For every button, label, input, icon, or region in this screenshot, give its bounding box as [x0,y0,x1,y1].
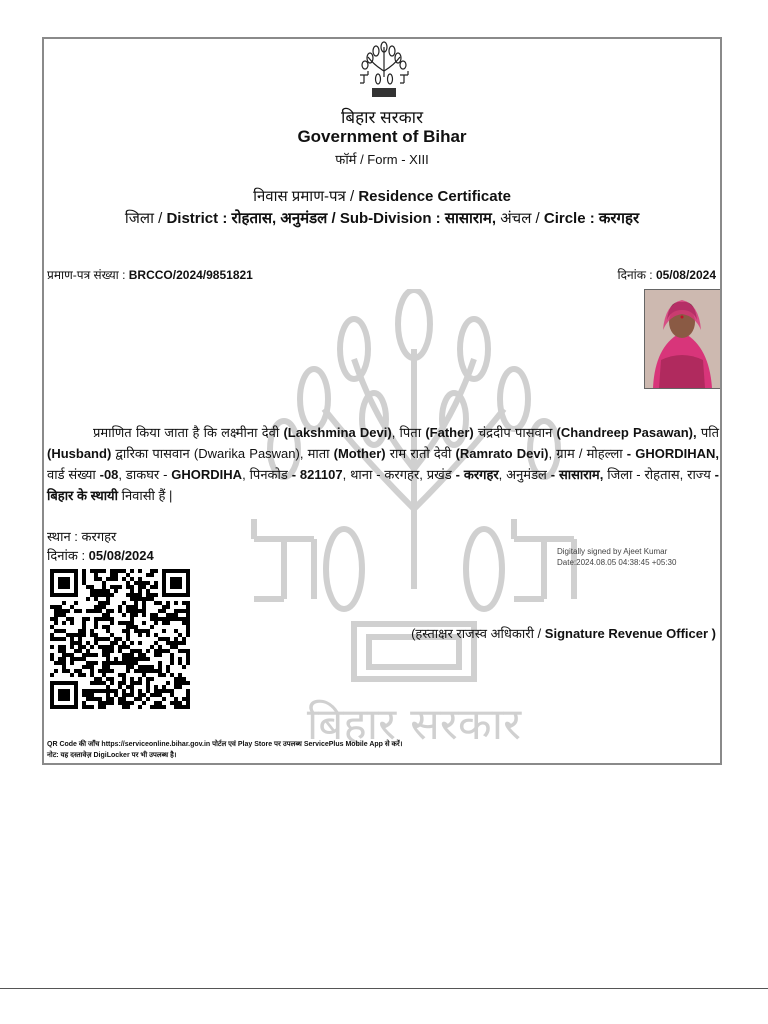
body-text-24: - सासाराम, [550,467,604,482]
certificate-body [47,422,719,506]
body-text-13: , ग्राम / मोहल्ला [548,446,627,461]
district-label: जिला / [124,210,167,227]
bihar-emblem-icon [356,41,412,99]
bihar-emblem-watermark [244,289,584,759]
government-title-hindi: बिहार सरकार [340,108,424,127]
qr-verification-note: QR Code की जाँच https://serviceonline.bihar.gov.in पोर्टल एवं Play Store पर उपलब्ध ServicePlus Mobile App से करें। [47,741,403,748]
body-text-6: (Chandreep Pasawan), [556,425,697,440]
government-title-english: Government of Bihar [297,127,467,146]
issue-date [617,266,716,283]
circle-label: अंचल / [500,210,544,227]
body-text-1: प्रमाणित किया जाता है कि लक्ष्मीना देवी [93,425,284,440]
digital-signature-signer: Digitally signed by Ajeet Kumar [557,547,668,556]
body-text-10: (Mother) [333,446,386,461]
body-text-22: - करगहर [455,467,499,482]
certificate-frame [42,37,722,765]
body-text-23: , अनुमंडल [498,467,551,482]
footer-date-label: दिनांक : [47,548,89,563]
body-text-11: राम रातो देवी [385,446,456,461]
body-text-26: - बिहार के स्थायी [47,467,720,503]
page-bottom-rule [0,988,768,989]
place-label: स्थान : [47,529,82,544]
certificate-number-label: प्रमाण-पत्र संख्या : [47,268,129,282]
issue-date-label: दिनांक : [617,268,656,282]
certificate-title [44,186,720,206]
body-text-20: - 821107 [291,467,343,482]
certificate-number-value: BRCCO/2024/9851821 [128,268,253,282]
body-text-27: निवासी हैं | [117,488,173,503]
body-text-18: GHORDIHA [171,467,243,482]
digital-signature [557,546,676,568]
district-line [44,208,720,228]
footer-date [47,546,154,564]
form-label: फॉर्म / Form - XIII [335,152,429,167]
body-text-7: पति [696,425,719,440]
watermark-text: बिहार सरकार [306,699,522,750]
certificate-title-english: Residence Certificate [358,188,511,205]
body-text-2: (Lakshmina Devi) [283,425,392,440]
signature-officer-english: Signature Revenue Officer ) [544,626,716,641]
issue-date-value: 05/08/2024 [655,268,716,282]
body-text-9: द्वारिका पासवान (Dwarika Paswan), माता [111,446,334,461]
place-value: करगहर [81,529,117,544]
place [47,527,116,545]
body-text-19: , पिनकोड [242,467,292,482]
footer-date-value: 05/08/2024 [88,548,154,563]
body-text-17: , डाकघर - [118,467,172,482]
applicant-portrait-icon [645,290,720,388]
body-text-16: -08 [99,467,119,482]
certificate-title-hindi: निवास प्रमाण-पत्र / [253,188,359,205]
body-text-4: (Father) [425,425,474,440]
certificate-number [47,266,253,283]
body-text-8: (Husband) [47,446,112,461]
body-text-3: , पिता [391,425,426,440]
digital-signature-date: Date:2024.08.05 04:38:45 +05:30 [557,558,677,567]
body-text-21: , थाना - करगहर, प्रखंड [342,467,456,482]
qr-code-icon [50,569,190,709]
applicant-photo [644,289,721,389]
body-text-5: चंद्रदीप पासवान [473,425,557,440]
body-text-15: वार्ड संख्या [47,467,100,482]
body-text-12: (Ramrato Devi) [455,446,549,461]
digilocker-note: नोट: यह दस्तावेज़ DigiLocker पर भी उपलब्ध है। [47,752,177,759]
signature-officer [411,624,716,642]
district-subdivision: District : रोहतास, अनुमंडल / Sub-Division : सासाराम, [166,210,501,227]
body-text-14: - GHORDIHAN, [626,446,720,461]
body-text-25: जिला - रोहतास, राज्य [603,467,715,482]
circle-value: Circle : करगहर [543,210,640,227]
signature-officer-hindi: (हस्ताक्षर राजस्व अधिकारी / [411,626,545,641]
